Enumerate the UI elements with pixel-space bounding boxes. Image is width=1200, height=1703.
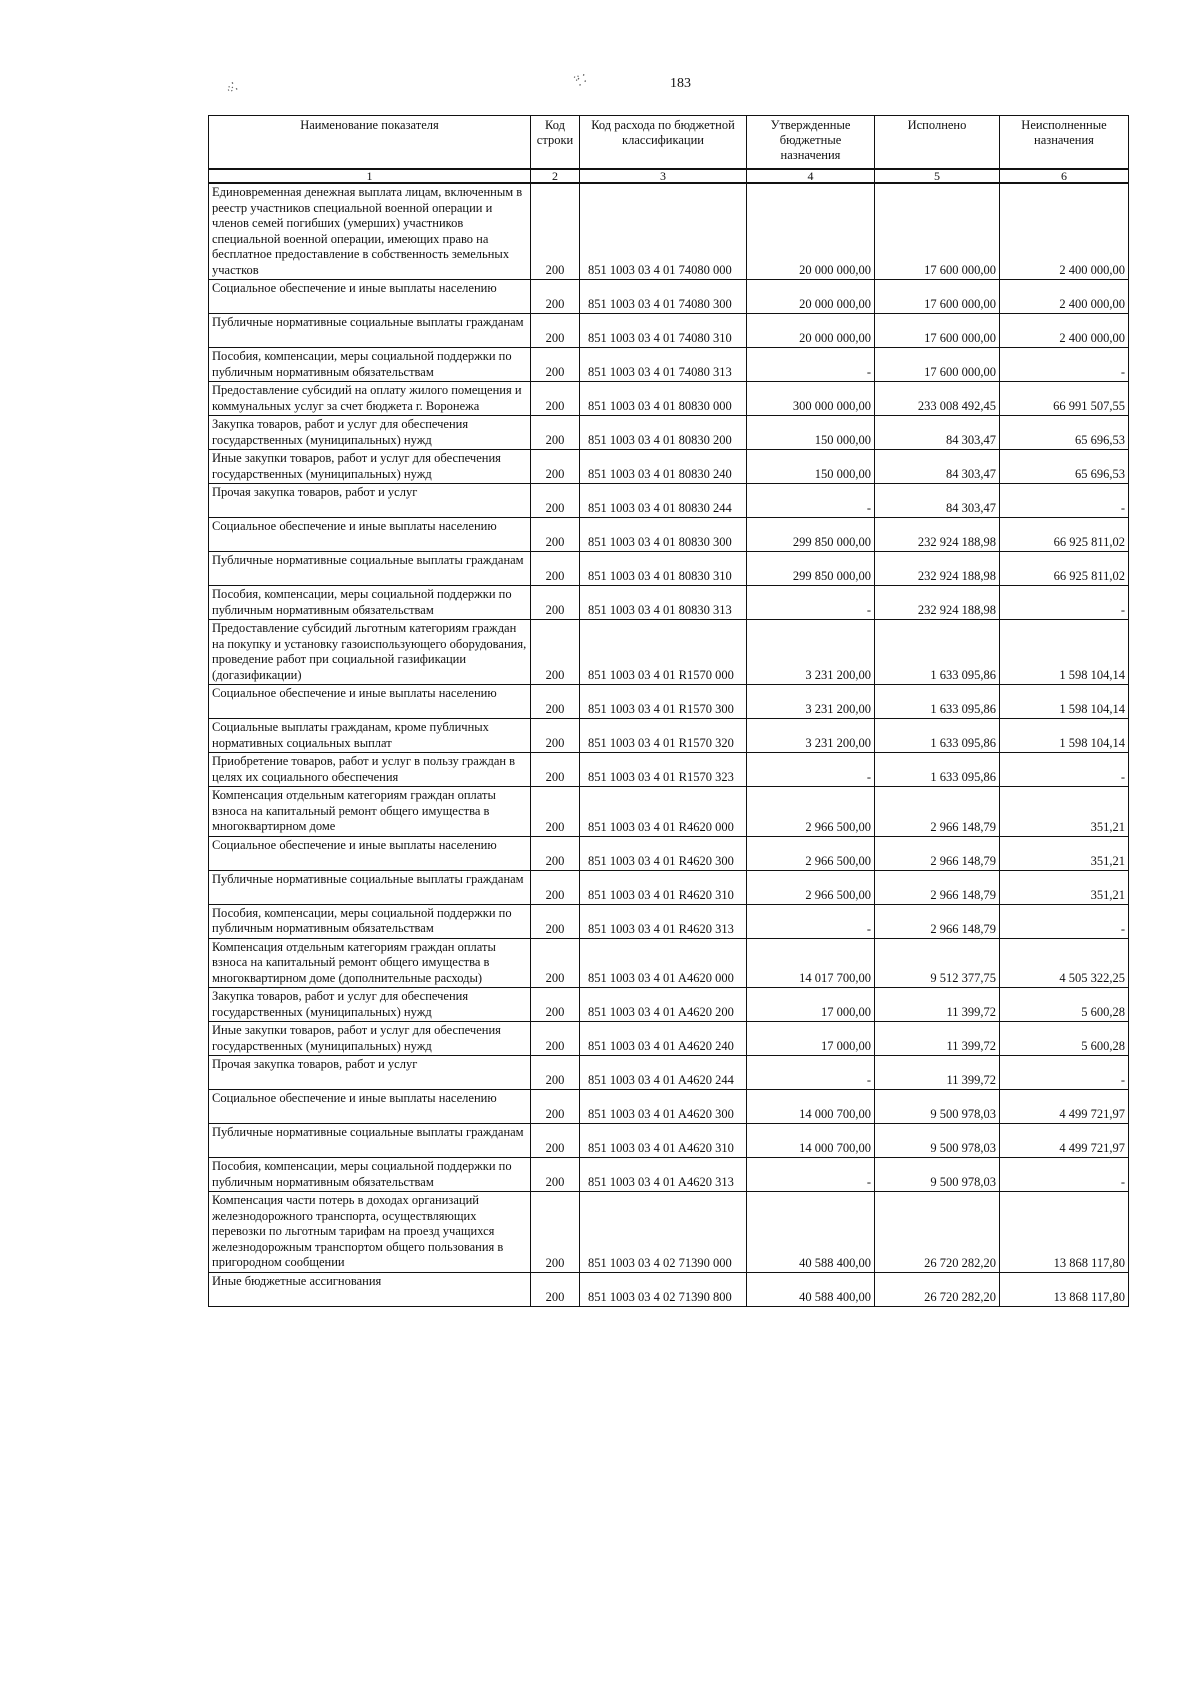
indicator-name-cell: Иные закупки товаров, работ и услуг для обеспечения государственных (муниципальных) нужд <box>209 450 531 484</box>
column-number: 5 <box>875 169 1000 183</box>
unexecuted-amount-cell: - <box>1000 904 1129 938</box>
line-code-cell: 200 <box>531 988 580 1022</box>
table-row <box>209 836 1129 870</box>
approved-amount-cell: - <box>747 1056 875 1090</box>
indicator-name-cell: Социальное обеспечение и иные выплаты населению <box>209 836 531 870</box>
approved-amount-cell: 299 850 000,00 <box>747 518 875 552</box>
approved-amount-cell: 17 000,00 <box>747 988 875 1022</box>
approved-amount-cell: 14 017 700,00 <box>747 938 875 988</box>
header-line-code: Код строки <box>531 116 580 170</box>
indicator-name-cell: Предоставление субсидий на оплату жилого помещения и коммунальных услуг за счет бюджета г. Воронежа <box>209 382 531 416</box>
approved-amount-cell: 14 000 700,00 <box>747 1090 875 1124</box>
line-code-cell: 200 <box>531 183 580 280</box>
indicator-name-cell: Компенсация отдельным категориям граждан оплаты взноса на капитальный ремонт общего имущества в многоквартирном доме (дополнительные расходы) <box>209 938 531 988</box>
indicator-name-cell: Публичные нормативные социальные выплаты гражданам <box>209 870 531 904</box>
column-number-row <box>209 169 1129 183</box>
unexecuted-amount-cell: 2 400 000,00 <box>1000 280 1129 314</box>
unexecuted-amount-cell: 1 598 104,14 <box>1000 719 1129 753</box>
table-row <box>209 183 1129 280</box>
approved-amount-cell: - <box>747 484 875 518</box>
table-row <box>209 382 1129 416</box>
unexecuted-amount-cell: 2 400 000,00 <box>1000 183 1129 280</box>
unexecuted-amount-cell: 1 598 104,14 <box>1000 685 1129 719</box>
line-code-cell: 200 <box>531 753 580 787</box>
approved-amount-cell: 40 588 400,00 <box>747 1192 875 1273</box>
executed-amount-cell: 84 303,47 <box>875 450 1000 484</box>
unexecuted-amount-cell: 4 505 322,25 <box>1000 938 1129 988</box>
expense-code-cell: 851 1003 03 4 01 80830 000 <box>580 382 747 416</box>
expense-code-cell: 851 1003 03 4 01 R4620 300 <box>580 836 747 870</box>
indicator-name-cell: Иные закупки товаров, работ и услуг для обеспечения государственных (муниципальных) нужд <box>209 1022 531 1056</box>
table-row <box>209 348 1129 382</box>
line-code-cell: 200 <box>531 904 580 938</box>
column-number: 6 <box>1000 169 1129 183</box>
indicator-name-cell: Прочая закупка товаров, работ и услуг <box>209 484 531 518</box>
executed-amount-cell: 232 924 188,98 <box>875 586 1000 620</box>
expense-code-cell: 851 1003 03 4 01 A4620 200 <box>580 988 747 1022</box>
line-code-cell: 200 <box>531 280 580 314</box>
table-row <box>209 314 1129 348</box>
indicator-name-cell: Компенсация части потерь в доходах организаций железнодорожного транспорта, осуществляющих перевозки по льготным тарифам на проезд учащихся железнодорожным транспортом общего пользования в пригородном сообщении <box>209 1192 531 1273</box>
indicator-name-cell: Единовременная денежная выплата лицам, включенным в реестр участников специальной военной операции и членов семей погибших (умерших) участников специальной военной операции, имеющих право на бесплатное предоставление в собственность земельных участков <box>209 183 531 280</box>
expense-code-cell: 851 1003 03 4 01 R1570 300 <box>580 685 747 719</box>
unexecuted-amount-cell: 2 400 000,00 <box>1000 314 1129 348</box>
table-row <box>209 719 1129 753</box>
expense-code-cell: 851 1003 03 4 01 A4620 310 <box>580 1124 747 1158</box>
executed-amount-cell: 9 500 978,03 <box>875 1124 1000 1158</box>
expense-code-cell: 851 1003 03 4 01 R1570 000 <box>580 620 747 685</box>
executed-amount-cell: 1 633 095,86 <box>875 753 1000 787</box>
approved-amount-cell: 2 966 500,00 <box>747 836 875 870</box>
approved-amount-cell: 20 000 000,00 <box>747 280 875 314</box>
header-approved: Утвержденные бюджетные назначения <box>747 116 875 170</box>
approved-amount-cell: - <box>747 1158 875 1192</box>
expense-code-cell: 851 1003 03 4 01 80830 244 <box>580 484 747 518</box>
indicator-name-cell: Социальное обеспечение и иные выплаты населению <box>209 518 531 552</box>
line-code-cell: 200 <box>531 586 580 620</box>
table-row <box>209 685 1129 719</box>
expense-code-cell: 851 1003 03 4 01 A4620 300 <box>580 1090 747 1124</box>
column-number: 3 <box>580 169 747 183</box>
expense-code-cell: 851 1003 03 4 01 80830 310 <box>580 552 747 586</box>
line-code-cell: 200 <box>531 314 580 348</box>
unexecuted-amount-cell: 5 600,28 <box>1000 1022 1129 1056</box>
table-row <box>209 1272 1129 1306</box>
executed-amount-cell: 11 399,72 <box>875 1022 1000 1056</box>
table-row <box>209 988 1129 1022</box>
unexecuted-amount-cell: - <box>1000 484 1129 518</box>
unexecuted-amount-cell: - <box>1000 1158 1129 1192</box>
line-code-cell: 200 <box>531 484 580 518</box>
approved-amount-cell: - <box>747 348 875 382</box>
executed-amount-cell: 1 633 095,86 <box>875 620 1000 685</box>
executed-amount-cell: 17 600 000,00 <box>875 183 1000 280</box>
line-code-cell: 200 <box>531 787 580 837</box>
table-body <box>209 183 1129 1306</box>
executed-amount-cell: 2 966 148,79 <box>875 870 1000 904</box>
indicator-name-cell: Публичные нормативные социальные выплаты гражданам <box>209 552 531 586</box>
table-row <box>209 620 1129 685</box>
line-code-cell: 200 <box>531 1124 580 1158</box>
executed-amount-cell: 17 600 000,00 <box>875 280 1000 314</box>
indicator-name-cell: Предоставление субсидий льготным категориям граждан на покупку и установку газоиспользующего оборудования, проведение работ при социальной газификации (догазификации) <box>209 620 531 685</box>
approved-amount-cell: - <box>747 753 875 787</box>
approved-amount-cell: 3 231 200,00 <box>747 685 875 719</box>
line-code-cell: 200 <box>531 450 580 484</box>
executed-amount-cell: 2 966 148,79 <box>875 787 1000 837</box>
executed-amount-cell: 26 720 282,20 <box>875 1272 1000 1306</box>
indicator-name-cell: Пособия, компенсации, меры социальной поддержки по публичным нормативным обязательствам <box>209 586 531 620</box>
approved-amount-cell: 299 850 000,00 <box>747 552 875 586</box>
unexecuted-amount-cell: 66 991 507,55 <box>1000 382 1129 416</box>
header-unexecuted: Неисполненные назначения <box>1000 116 1129 170</box>
scan-speck: ⁘⁚ <box>222 80 239 98</box>
line-code-cell: 200 <box>531 719 580 753</box>
line-code-cell: 200 <box>531 1158 580 1192</box>
executed-amount-cell: 9 500 978,03 <box>875 1090 1000 1124</box>
approved-amount-cell: 150 000,00 <box>747 450 875 484</box>
executed-amount-cell: 2 966 148,79 <box>875 836 1000 870</box>
executed-amount-cell: 9 500 978,03 <box>875 1158 1000 1192</box>
executed-amount-cell: 11 399,72 <box>875 1056 1000 1090</box>
unexecuted-amount-cell: 65 696,53 <box>1000 416 1129 450</box>
table-row <box>209 1022 1129 1056</box>
executed-amount-cell: 17 600 000,00 <box>875 314 1000 348</box>
unexecuted-amount-cell: 5 600,28 <box>1000 988 1129 1022</box>
column-number: 1 <box>209 169 531 183</box>
expense-code-cell: 851 1003 03 4 01 A4620 240 <box>580 1022 747 1056</box>
executed-amount-cell: 17 600 000,00 <box>875 348 1000 382</box>
expense-code-cell: 851 1003 03 4 01 R4620 310 <box>580 870 747 904</box>
indicator-name-cell: Социальное обеспечение и иные выплаты населению <box>209 1090 531 1124</box>
page-number: 183 <box>670 76 691 91</box>
approved-amount-cell: - <box>747 904 875 938</box>
line-code-cell: 200 <box>531 1056 580 1090</box>
approved-amount-cell: - <box>747 586 875 620</box>
line-code-cell: 200 <box>531 1022 580 1056</box>
expense-code-cell: 851 1003 03 4 02 71390 800 <box>580 1272 747 1306</box>
unexecuted-amount-cell: 13 868 117,80 <box>1000 1272 1129 1306</box>
indicator-name-cell: Пособия, компенсации, меры социальной поддержки по публичным нормативным обязательствам <box>209 348 531 382</box>
line-code-cell: 200 <box>531 836 580 870</box>
table-row <box>209 787 1129 837</box>
approved-amount-cell: 3 231 200,00 <box>747 719 875 753</box>
unexecuted-amount-cell: - <box>1000 348 1129 382</box>
expense-code-cell: 851 1003 03 4 01 A4620 000 <box>580 938 747 988</box>
unexecuted-amount-cell: 351,21 <box>1000 787 1129 837</box>
expense-code-cell: 851 1003 03 4 01 74080 300 <box>580 280 747 314</box>
line-code-cell: 200 <box>531 348 580 382</box>
table-row <box>209 1056 1129 1090</box>
approved-amount-cell: 2 966 500,00 <box>747 787 875 837</box>
header-executed: Исполнено <box>875 116 1000 170</box>
approved-amount-cell: 14 000 700,00 <box>747 1124 875 1158</box>
indicator-name-cell: Компенсация отдельным категориям граждан оплаты взноса на капитальный ремонт общего имущества в многоквартирном доме <box>209 787 531 837</box>
unexecuted-amount-cell: 351,21 <box>1000 836 1129 870</box>
executed-amount-cell: 26 720 282,20 <box>875 1192 1000 1273</box>
budget-execution-table <box>208 115 1129 1307</box>
scan-speck: ⁖⁛ <box>570 70 587 88</box>
executed-amount-cell: 233 008 492,45 <box>875 382 1000 416</box>
unexecuted-amount-cell: 13 868 117,80 <box>1000 1192 1129 1273</box>
expense-code-cell: 851 1003 03 4 01 80830 313 <box>580 586 747 620</box>
unexecuted-amount-cell: 65 696,53 <box>1000 450 1129 484</box>
line-code-cell: 200 <box>531 1192 580 1273</box>
indicator-name-cell: Социальное обеспечение и иные выплаты населению <box>209 685 531 719</box>
indicator-name-cell: Социальные выплаты гражданам, кроме публичных нормативных социальных выплат <box>209 719 531 753</box>
table-row <box>209 280 1129 314</box>
executed-amount-cell: 84 303,47 <box>875 416 1000 450</box>
unexecuted-amount-cell: 66 925 811,02 <box>1000 552 1129 586</box>
expense-code-cell: 851 1003 03 4 02 71390 000 <box>580 1192 747 1273</box>
table-row <box>209 904 1129 938</box>
column-number: 2 <box>531 169 580 183</box>
indicator-name-cell: Прочая закупка товаров, работ и услуг <box>209 1056 531 1090</box>
indicator-name-cell: Публичные нормативные социальные выплаты гражданам <box>209 1124 531 1158</box>
table-row <box>209 552 1129 586</box>
table-row <box>209 753 1129 787</box>
expense-code-cell: 851 1003 03 4 01 R1570 323 <box>580 753 747 787</box>
table-row <box>209 1090 1129 1124</box>
approved-amount-cell: 17 000,00 <box>747 1022 875 1056</box>
table-row <box>209 586 1129 620</box>
expense-code-cell: 851 1003 03 4 01 74080 313 <box>580 348 747 382</box>
unexecuted-amount-cell: 4 499 721,97 <box>1000 1124 1129 1158</box>
table-row <box>209 450 1129 484</box>
approved-amount-cell: 3 231 200,00 <box>747 620 875 685</box>
executed-amount-cell: 232 924 188,98 <box>875 552 1000 586</box>
indicator-name-cell: Закупка товаров, работ и услуг для обеспечения государственных (муниципальных) нужд <box>209 416 531 450</box>
line-code-cell: 200 <box>531 552 580 586</box>
expense-code-cell: 851 1003 03 4 01 A4620 244 <box>580 1056 747 1090</box>
expense-code-cell: 851 1003 03 4 01 A4620 313 <box>580 1158 747 1192</box>
line-code-cell: 200 <box>531 382 580 416</box>
approved-amount-cell: 2 966 500,00 <box>747 870 875 904</box>
line-code-cell: 200 <box>531 1090 580 1124</box>
unexecuted-amount-cell: - <box>1000 753 1129 787</box>
unexecuted-amount-cell: - <box>1000 1056 1129 1090</box>
expense-code-cell: 851 1003 03 4 01 80830 240 <box>580 450 747 484</box>
approved-amount-cell: 40 588 400,00 <box>747 1272 875 1306</box>
approved-amount-cell: 150 000,00 <box>747 416 875 450</box>
table-row <box>209 484 1129 518</box>
line-code-cell: 200 <box>531 870 580 904</box>
expense-code-cell: 851 1003 03 4 01 R4620 313 <box>580 904 747 938</box>
header-row <box>209 116 1129 170</box>
approved-amount-cell: 20 000 000,00 <box>747 314 875 348</box>
expense-code-cell: 851 1003 03 4 01 80830 300 <box>580 518 747 552</box>
executed-amount-cell: 1 633 095,86 <box>875 685 1000 719</box>
report-sheet <box>208 115 1128 1307</box>
unexecuted-amount-cell: - <box>1000 586 1129 620</box>
indicator-name-cell: Пособия, компенсации, меры социальной поддержки по публичным нормативным обязательствам <box>209 1158 531 1192</box>
executed-amount-cell: 232 924 188,98 <box>875 518 1000 552</box>
header-indicator-name: Наименование показателя <box>209 116 531 170</box>
unexecuted-amount-cell: 351,21 <box>1000 870 1129 904</box>
indicator-name-cell: Социальное обеспечение и иные выплаты населению <box>209 280 531 314</box>
executed-amount-cell: 9 512 377,75 <box>875 938 1000 988</box>
expense-code-cell: 851 1003 03 4 01 R1570 320 <box>580 719 747 753</box>
table-row <box>209 416 1129 450</box>
table-row <box>209 518 1129 552</box>
indicator-name-cell: Публичные нормативные социальные выплаты гражданам <box>209 314 531 348</box>
executed-amount-cell: 11 399,72 <box>875 988 1000 1022</box>
column-number: 4 <box>747 169 875 183</box>
table-row <box>209 938 1129 988</box>
expense-code-cell: 851 1003 03 4 01 80830 200 <box>580 416 747 450</box>
table-row <box>209 1124 1129 1158</box>
header-expense-code: Код расхода по бюджетной классификации <box>580 116 747 170</box>
unexecuted-amount-cell: 66 925 811,02 <box>1000 518 1129 552</box>
executed-amount-cell: 1 633 095,86 <box>875 719 1000 753</box>
table-row <box>209 1192 1129 1273</box>
table-row <box>209 870 1129 904</box>
expense-code-cell: 851 1003 03 4 01 R4620 000 <box>580 787 747 837</box>
unexecuted-amount-cell: 1 598 104,14 <box>1000 620 1129 685</box>
expense-code-cell: 851 1003 03 4 01 74080 000 <box>580 183 747 280</box>
indicator-name-cell: Иные бюджетные ассигнования <box>209 1272 531 1306</box>
line-code-cell: 200 <box>531 620 580 685</box>
line-code-cell: 200 <box>531 518 580 552</box>
table-row <box>209 1158 1129 1192</box>
expense-code-cell: 851 1003 03 4 01 74080 310 <box>580 314 747 348</box>
indicator-name-cell: Приобретение товаров, работ и услуг в пользу граждан в целях их социального обеспечения <box>209 753 531 787</box>
line-code-cell: 200 <box>531 938 580 988</box>
indicator-name-cell: Закупка товаров, работ и услуг для обеспечения государственных (муниципальных) нужд <box>209 988 531 1022</box>
line-code-cell: 200 <box>531 685 580 719</box>
approved-amount-cell: 300 000 000,00 <box>747 382 875 416</box>
indicator-name-cell: Пособия, компенсации, меры социальной поддержки по публичным нормативным обязательствам <box>209 904 531 938</box>
executed-amount-cell: 2 966 148,79 <box>875 904 1000 938</box>
executed-amount-cell: 84 303,47 <box>875 484 1000 518</box>
unexecuted-amount-cell: 4 499 721,97 <box>1000 1090 1129 1124</box>
approved-amount-cell: 20 000 000,00 <box>747 183 875 280</box>
line-code-cell: 200 <box>531 416 580 450</box>
line-code-cell: 200 <box>531 1272 580 1306</box>
